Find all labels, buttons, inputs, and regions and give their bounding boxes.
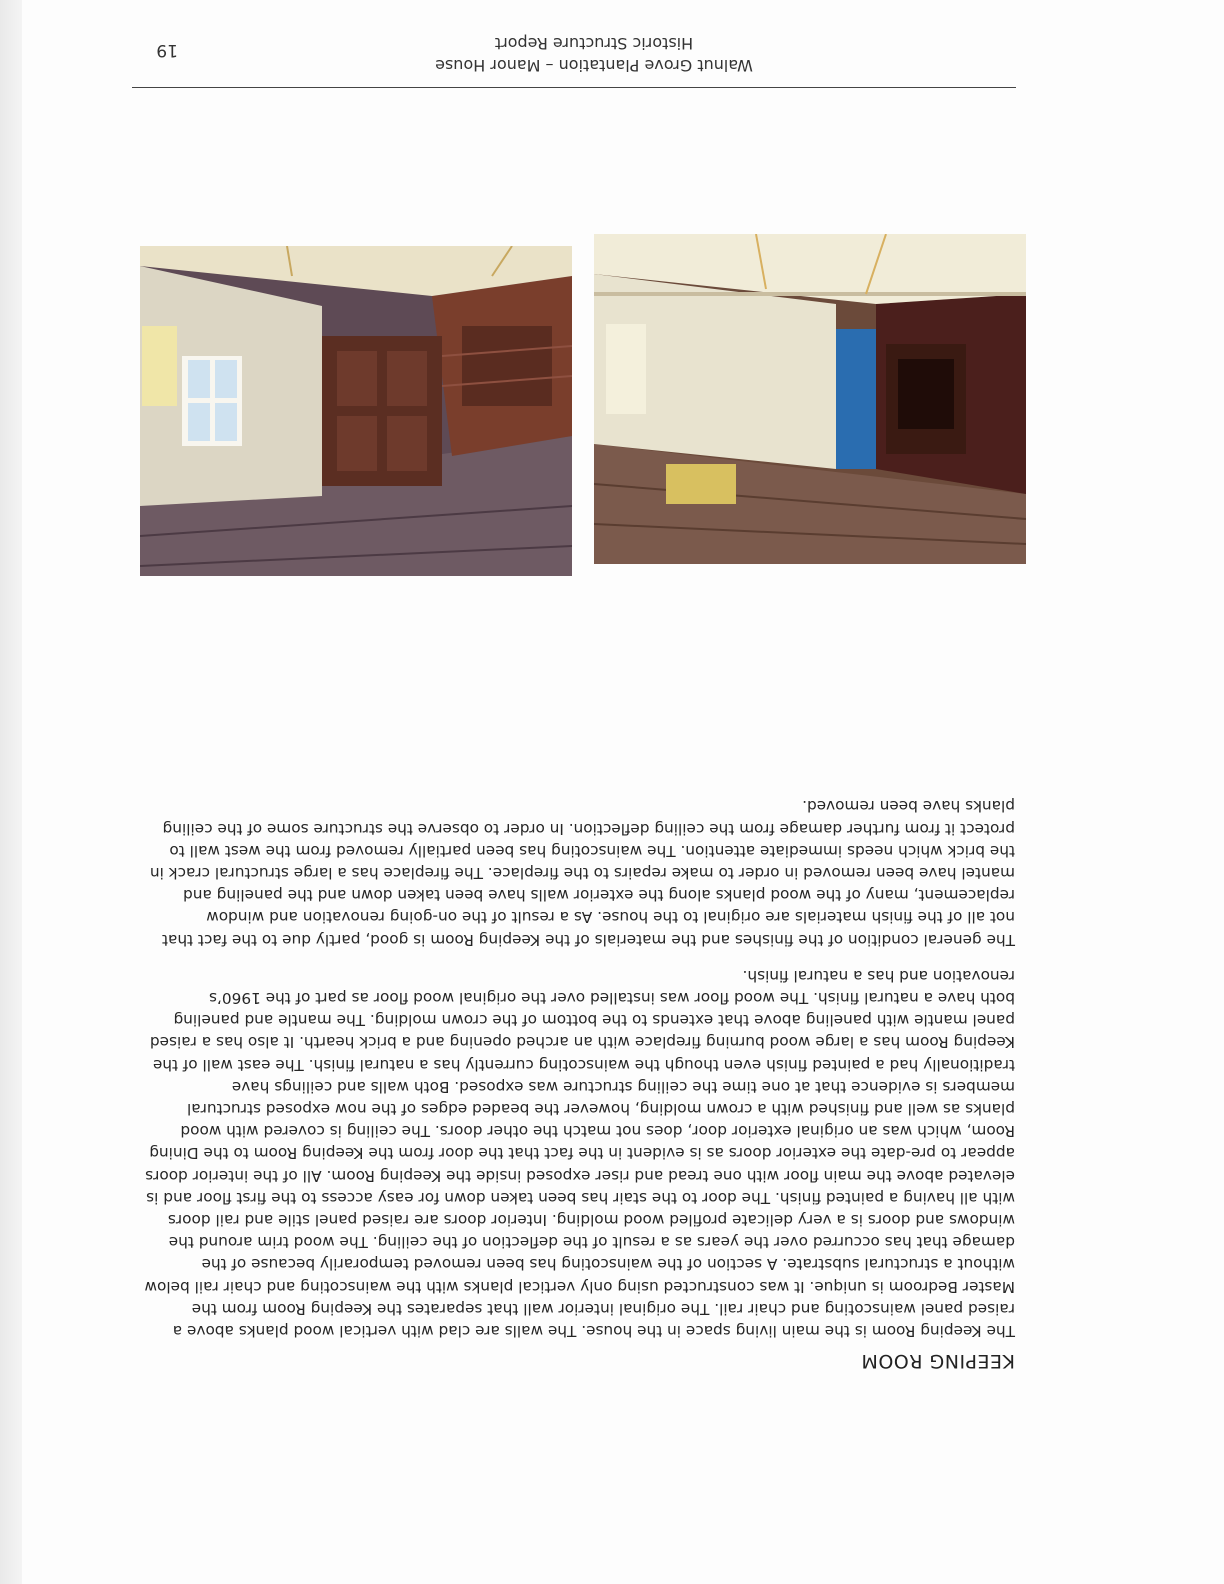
report-header <box>434 32 754 76</box>
keeping-room-photo-fireplace-view <box>594 234 1026 564</box>
scanner-edge <box>0 0 22 1584</box>
header-rule <box>132 87 1016 88</box>
report-title: Walnut Grove Plantation – Manor House <box>435 56 753 75</box>
keeping-room-photo-window-view <box>140 246 572 576</box>
page-number: 19 <box>156 40 178 60</box>
paragraph-condition: The general condition of the finishes and the materials of the Keeping Room is good, partly due to the fact that not all of the finish materials are original to the house. As a result of the on-going renovation and window replacement, many of the wood planks along the exterior walls have been taken down and the paneling and mantel have been removed in order to make repairs to the fireplace. The fireplace has a large structural crack in the brick which needs immediate attention. The wainscoting has been partially removed from the west wall to protect it from further damage from the ceiling deflection. In order to observe the structure some of the ceiling planks have been removed. <box>149 797 1015 949</box>
paragraph-description: The Keeping Room is the main living space in the house. The walls are clad with vertical wood planks above a raised panel wainscoting and chair rail. The original interior wall that separates the Keeping Room from the Master Bedroom is unique. It was constructed using only vertical planks with the wainscoting and chair rail below without a structural substrate. A section of the wainscoting has been removed temporarily because of the damage that has occurred over the years as a result of the deflection of the ceiling. The wood trim around the windows and doors is a very delicate profiled wood molding. Interior doors are raised panel stile and rail doors with all having a painted finish. The door to the stair has been taken down for easy access to the first floor and is elevated above the main floor with one tread and riser exposed inside the Keeping Room. All of the interior doors appear to pre-date the exterior doors as is evident in the fact that the door from the Keeping Room to the Dining Room, which was an original exterior door, does not match the other doors. The ceiling is covered with wood planks as well and finished with a crown molding, however the beaded edges of the now exposed structural members is evidence that at one time the ceiling structure was exposed. Both walls and ceilings have traditionally had a painted finish even though the wainscoting currently has a natural finish. The east wall of the Keeping Room has a large wood burning fireplace with an arched opening and a brick hearth. It also has a raised panel mantle with paneling above that extends to the bottom of the crown molding. The mantle and paneling both have a natural finish. The wood floor was installed over the original wood floor as part of the 1960’s renovation and has a natural finish. <box>144 966 1015 1340</box>
report-subtitle: Historic Structure Report <box>494 34 694 53</box>
section-heading: KEEPING ROOM <box>860 1350 1015 1372</box>
body-text <box>137 781 1015 1342</box>
